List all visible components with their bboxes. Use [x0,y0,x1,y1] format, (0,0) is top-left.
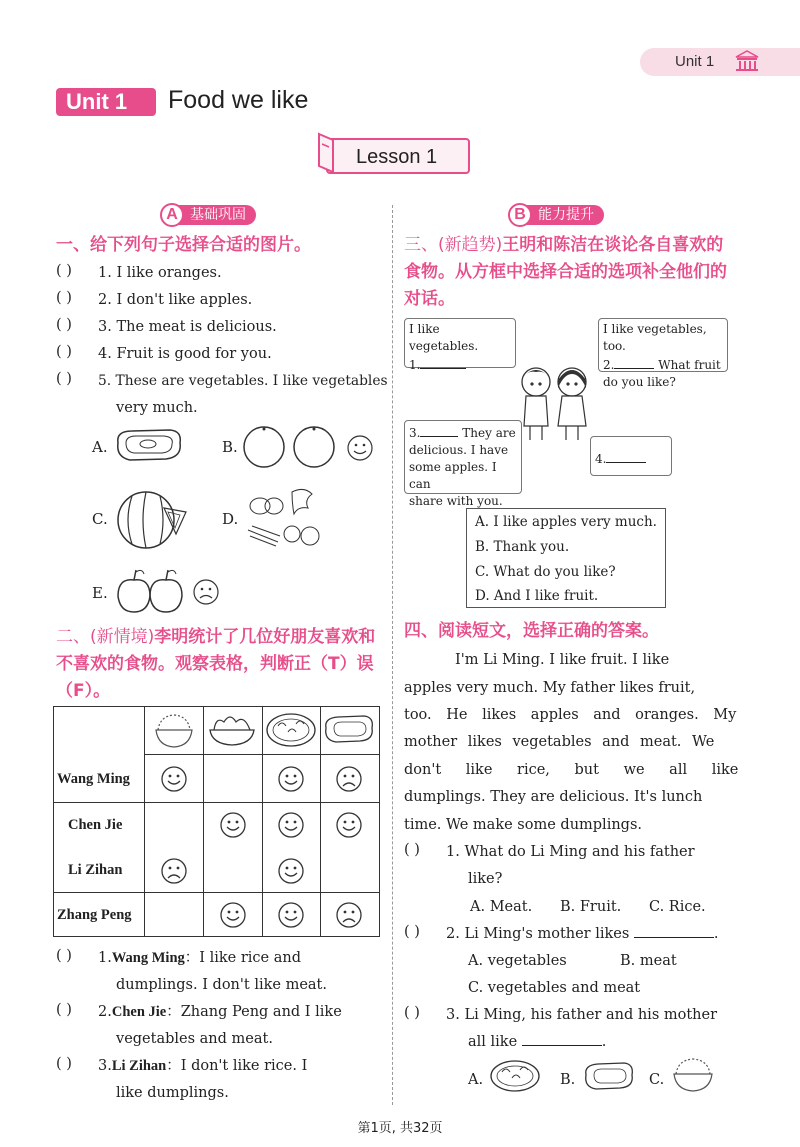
q2-heading-tag: 二、(新情境) [56,627,155,647]
passage-line: too. He likes apples and oranges. My [404,707,737,723]
item-number: 2. [98,1004,112,1020]
unit-tab [640,48,800,76]
happy-face-icon [278,812,304,838]
speech-bubble [404,318,516,372]
q3-heading-text: 王明和陈洁在谈论各自喜欢的食物。从方框中选择合适的选项补全他们的对话。 [404,235,727,309]
speech-bubble [590,436,672,476]
passage-line: time. We make some dumplings. [404,817,643,833]
rice-icon [152,710,196,750]
vegetables-icon [242,484,324,556]
fill-blank[interactable] [614,355,654,369]
choice-option: C. What do you like? [475,564,616,580]
passage-line: apples very much. My father likes fruit, [404,680,696,696]
statement-cont: dumplings. I don't like meat. [116,977,327,993]
speaker-name: Wang Ming [111,950,185,966]
answer-option: C. vegetables and meat [468,980,641,996]
unit-badge: Unit 1 [56,88,156,116]
choice-option: A. I like apples very much. [475,514,657,530]
lesson-title: Lesson 1 [356,146,438,168]
section-b-title: 能力提升 [526,205,604,225]
choice-box [466,508,666,608]
q2-heading-text: 李明统计了几位好朋友喜欢和不喜欢的食物。观察表格，判断正（T）误（F）。 [56,627,376,701]
option-c-label: C. [92,510,108,528]
section-b-letter: B [508,203,532,227]
sad-face-icon [336,766,362,792]
sad-face-icon [161,858,187,884]
watermelon-icon [114,486,194,554]
question-text: 1. What do Li Ming and his father [446,844,695,860]
dumplings-icon [264,710,318,750]
section-a-letter: A [160,203,184,227]
answer-option: C. Rice. [649,899,706,915]
happy-face-icon [220,902,246,928]
answer-blank[interactable]: ( ) [56,344,72,360]
happy-face-icon [336,812,362,838]
two-children-icon [510,360,600,442]
section-b-badge [508,204,634,226]
question-end: . [713,926,719,942]
sad-face-icon [336,902,362,928]
vegetables-bowl-icon [206,710,258,750]
student-name: Wang Ming [57,771,130,787]
speaker-name: Chen Jie [111,1004,167,1020]
happy-face-icon [220,812,246,838]
bubble-text: I like vegetables, too. [603,322,707,353]
rice-icon [670,1056,716,1094]
speech-bubble [598,318,728,389]
question-text-cont: all like [468,1034,518,1050]
q1-item-text: 1. I like oranges. [98,265,222,281]
answer-blank[interactable]: ( ) [56,290,72,306]
answer-blank[interactable]: ( ) [404,924,420,940]
bubble-text: They are [462,426,516,440]
option-d-label: D. [222,510,239,528]
meat-icon [582,1060,636,1092]
bubble-text: some apples. I can [409,460,497,491]
statement-text: I don't like rice. I [180,1058,308,1074]
section-a-title: 基础巩固 [178,205,256,225]
meat-icon [322,712,376,746]
q2-heading [56,624,386,705]
fill-blank[interactable] [606,449,646,463]
q1-item-text: 5. These are vegetables. I like vegetables [98,373,388,389]
bubble-text: I like vegetables. [409,322,479,353]
answer-option: A. [468,1072,484,1088]
bubble-text: 4. [595,452,607,466]
question-end: . [601,1034,607,1050]
q1-item-text: 2. I don't like apples. [98,292,253,308]
answer-option: C. [649,1072,665,1088]
answer-blank[interactable]: ( ) [56,263,72,279]
happy-face-icon [161,766,187,792]
column-divider [392,205,393,1105]
q3-heading [404,232,734,313]
book-icon [316,130,338,176]
option-b-label: B. [222,438,238,456]
bubble-text: 3. [409,426,421,440]
bubble-text: delicious. I have [409,443,509,457]
bubble-text: 2. [603,358,615,372]
fill-blank[interactable] [420,423,458,437]
happy-face-icon [278,902,304,928]
statement-text: I like rice and [199,950,301,966]
student-name: Li Zihan [68,862,123,878]
page-footer: 第1页, 共32页 [357,1121,443,1136]
answer-blank[interactable]: ( ) [56,1002,72,1018]
q4-heading: 四、阅读短文，选择正确的答案。 [404,621,659,641]
bubble-text: What fruit [658,358,721,372]
option-e-label: E. [92,584,108,602]
building-icon [734,50,760,72]
q1-item-text-cont: very much. [116,400,198,416]
item-number: 3. [98,1058,112,1074]
happy-face-icon [278,858,304,884]
q1-heading: 一、给下列句子选择合适的图片。 [56,235,311,255]
q1-item-text: 3. The meat is delicious. [98,319,277,335]
answer-blank[interactable]: ( ) [56,371,72,387]
answer-blank[interactable]: ( ) [56,948,72,964]
dumplings-icon [488,1058,542,1094]
answer-blank[interactable]: ( ) [56,317,72,333]
passage-line: don't like rice, but we all like [404,762,739,778]
item-number: 1. [98,950,112,966]
answer-option: A. Meat. [470,899,533,915]
bubble-text: 1. [409,358,421,372]
bubble-text: do you like? [603,375,676,389]
answer-option: B. meat [620,953,677,969]
choice-option: B. Thank you. [475,539,570,555]
answer-option: B. Fruit. [560,899,622,915]
answer-blank[interactable]: ( ) [404,1005,420,1021]
unit-title: Food we like [168,86,309,114]
option-a-label: A. [92,438,108,456]
answer-blank[interactable]: ( ) [404,842,420,858]
unit-tab-label: Unit 1 [675,53,715,70]
speech-bubble [404,420,522,508]
student-name: Zhang Peng [57,907,132,923]
q1-item-text: 4. Fruit is good for you. [98,346,272,362]
question-text-cont: like? [468,871,503,887]
section-a-badge [160,204,282,226]
oranges-icon [240,424,380,470]
question-text: 2. Li Ming's mother likes [446,926,630,942]
happy-face-icon [278,766,304,792]
statement-cont: like dumplings. [116,1085,229,1101]
answer-blank[interactable]: ( ) [56,1056,72,1072]
passage-line: mother likes vegetables and meat. We [404,734,715,750]
statement-text: Zhang Peng and I like [180,1004,342,1020]
fill-blank[interactable] [420,355,466,369]
bubble-text: share with you. [409,494,503,508]
speaker-name: Li Zihan [111,1058,167,1074]
fill-blank[interactable] [522,1032,602,1046]
statement-cont: vegetables and meat. [116,1031,273,1047]
answer-option: B. [560,1072,576,1088]
passage-line: dumplings. They are delicious. It's lunch [404,789,703,805]
meat-icon [112,425,186,465]
passage-line: I'm Li Ming. I like fruit. I like [455,652,670,668]
answer-option: A. vegetables [468,953,567,969]
question-text: 3. Li Ming, his father and his mother [446,1007,718,1023]
q3-heading-tag: 三、(新趋势) [404,235,503,255]
apples-icon [114,566,224,616]
student-name: Chen Jie [68,817,123,833]
choice-option: D. And I like fruit. [475,588,599,604]
fill-blank[interactable] [634,924,714,938]
